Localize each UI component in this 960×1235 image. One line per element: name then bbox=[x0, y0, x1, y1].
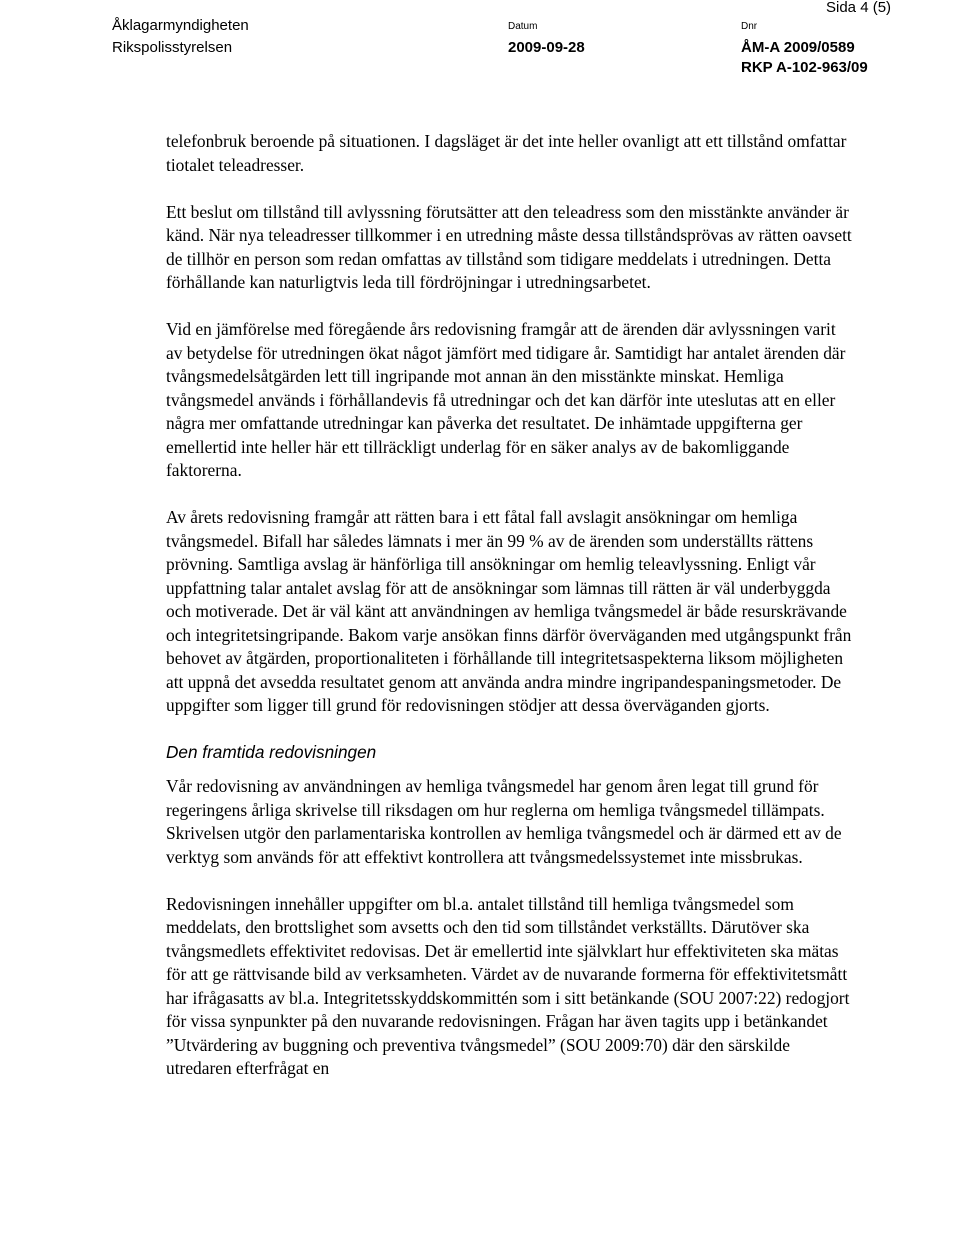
dnr-value-1: ÅM-A 2009/0589 bbox=[741, 39, 855, 56]
page-indicator: Sida 4 (5) bbox=[826, 0, 892, 16]
section-heading: Den framtida redovisningen bbox=[166, 742, 377, 762]
date-value: 2009-09-28 bbox=[508, 39, 585, 56]
paragraph-5: Vår redovisning av användningen av hemliga tvångsmedel har genom åren legat till grund för regeringens årliga skrivelse till riksdagen om hur reglerna om hemliga tvångsmedel tillämpats. Skrivelsen utgör den parlamentariska kontrollen av hemliga tvångsmedel och är därmed ett av de verktyg som används för att effektivt kontrollera att tvångsmedelssystemet inte missbrukas. bbox=[166, 776, 842, 867]
agency-name-2: Rikspolisstyrelsen bbox=[112, 39, 233, 56]
paragraph-6: Redovisningen innehåller uppgifter om bl.a. antalet tillstånd till hemliga tvångsmedel som meddelats, den brottslighet som avsetts och den tid som tillståndet verkställts. Därutöver ska tvångsmedlets effektivitet redovisas. Det är emellertid inte självklart hur effektiviteten ska mätas för att ge rättvisande bild av verksamheten. Värdet av de nuvarande formerna för effektivitetsmått har ifrågasatts av bl.a. Integritetsskyddskommittén som i sitt betänkande (SOU 2007:22) redogjort för vissa synpunkter på den nuvarande redovisningen. Frågan har även tagits upp i betänkandet ”Utvärdering av buggning och preventiva tvångsmedel” (SOU 2009:70) där den särskilde utredaren efterfrågat en bbox=[166, 893, 850, 1078]
paragraph-1: telefonbruk beroende på situationen. I dagsläget är det inte heller ovanligt att ett tillstånd omfattar tiotalet teleadresser. bbox=[166, 131, 847, 175]
agency-name-1: Åklagarmyndigheten bbox=[112, 17, 249, 34]
paragraph-2: Ett beslut om tillstånd till avlyssning förutsätter att den teleadress som den misstänkte använder är känd. När nya teleadresser tillkommer i en utredning måste dessa tillståndsprövas av rätten oavsett de tillhör en person som redan omfattas av tillstånd som tidigare meddelats i utredningen. Detta förhållande kan naturligtvis leda till fördröjningar i utredningsarbetet. bbox=[166, 201, 852, 292]
paragraph-3: Vid en jämförelse med föregående års redovisning framgår att de ärenden där avlyssningen varit av betydelse för utredningen ökat något jämfört med tidigare år. Samtidigt har antalet ärenden där tvångsmedelsåtgärden lett till ingripande mot annan än den misstänkte minskat. Hemliga tvångsmedel används i förhållandevis få utredningar och det kan därför inte uteslutas att en eller några mer omfattande utredningar kan påverka det resultatet. De inhämtade uppgifterna ger emellertid inte heller här ett tillräckligt underlag för en säker analys av de bakomliggande faktorerna. bbox=[166, 319, 846, 480]
dnr-label: Dnr bbox=[741, 21, 758, 32]
date-label: Datum bbox=[508, 21, 538, 32]
paragraph-4: Av årets redovisning framgår att rätten bara i ett fåtal fall avslagit ansökningar om hemliga tvångsmedel. Bifall har således lämnats i mer än 99 % av de ärenden som underställts rättens prövning. Samtliga avslag är hänförliga till ansökningar om hemlig teleavlyssning. Enligt vår uppfattning talar antalet avslag för att de ansökningar som lämnas till rätten är väl underbyggda och motiverade. Det är väl känt att användningen av hemliga tvångsmedel är både resurskrävande och integritetsingripande. Bakom varje ansökan finns därför överväganden med utgångspunkt från behovet av åtgärden, proportionaliteten i förhållande till integritetsaspekterna liksom möjligheten att uppnå det avsedda resultatet genom att använda andra mindre ingripandespaningsmetoder. De uppgifter som ligger till grund för redovisningen stödjer att dessa överväganden gjorts. bbox=[166, 507, 852, 715]
dnr-value-2: RKP A-102-963/09 bbox=[741, 59, 868, 76]
document-body bbox=[166, 130, 856, 1104]
